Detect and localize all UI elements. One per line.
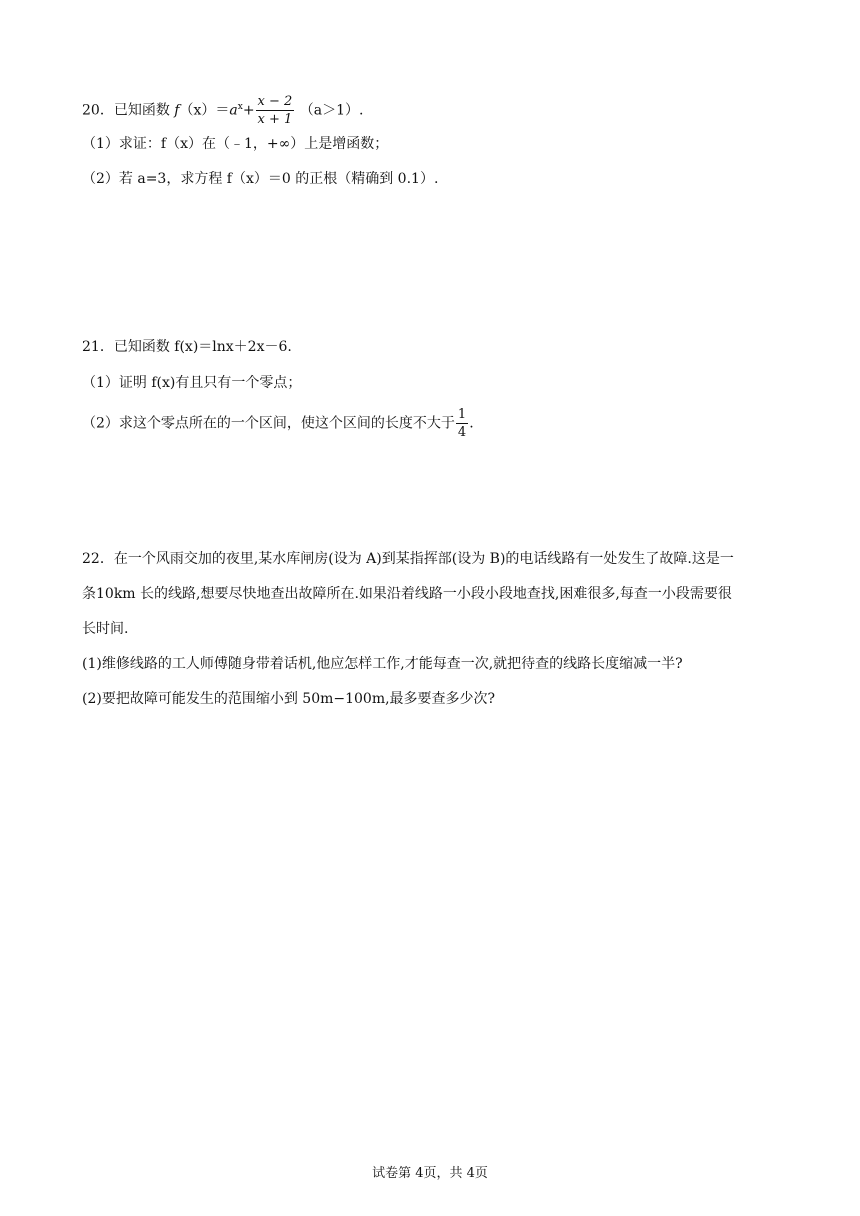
q20-fraction-numerator: x − 2 xyxy=(257,94,293,109)
q21-stem xyxy=(82,337,292,357)
q21-fraction-numerator: 1 xyxy=(457,407,467,422)
q20-condition: （a＞1）. xyxy=(299,102,364,119)
q20-plus: + xyxy=(242,102,255,119)
q21-part2-end: . xyxy=(469,415,474,432)
q22-part2: (2)要把故障可能发生的范围缩小到 50m−100m,最多要查多少次? xyxy=(82,691,496,707)
q20-intro: 已知函数 xyxy=(113,102,170,119)
q21-part2-text: （2）求这个零点所在的一个区间，使这个区间的长度不大于 xyxy=(82,415,455,432)
q20-eq: ＝ xyxy=(215,102,230,119)
q22-part1: (1)维修线路的工人师傅随身带着话机,他应怎样工作,才能每查一次,就把待查的线路长度缩减一半? xyxy=(82,656,683,672)
q22-line1: 22．在一个风雨交加的夜里,某水库闸房(设为 A)到某指挥部(设为 B)的电话线路有一处发生了故障.这是一 xyxy=(82,551,734,567)
q21-statement: 已知函数 f(x)＝lnx＋2x－6. xyxy=(113,339,292,355)
q20-f: f xyxy=(174,102,180,119)
q22-line2: 条10km 长的线路,想要尽快地查出故障所在.如果沿着线路一小段小段地查找,困难很多,每查一小段需要很 xyxy=(82,586,732,602)
q20-a: a xyxy=(229,102,238,119)
q21-fraction-denominator: 4 xyxy=(457,425,467,440)
q20-paren-x: （x） xyxy=(179,102,216,119)
q20-fraction xyxy=(256,93,295,128)
q20-stem xyxy=(82,93,363,128)
q20-part2: （2）若 a=3，求方程 f（x）＝0 的正根（精确到 0.1）. xyxy=(82,171,439,187)
q20-part1: （1）求证：f（x）在（﹣1，+∞）上是增函数； xyxy=(82,136,389,152)
q20-exponent: x xyxy=(237,101,243,112)
q21-number: 21． xyxy=(82,339,114,355)
q21-part2 xyxy=(82,406,474,441)
q20-fraction-denominator: x + 1 xyxy=(257,112,293,127)
page-footer: 试卷第 4页，共 4页 xyxy=(372,1166,488,1181)
q20-number: 20． xyxy=(82,102,114,119)
q21-part1: （1）证明 f(x)有且只有一个零点； xyxy=(82,375,302,391)
q21-fraction xyxy=(456,406,468,441)
q22-line3: 长时间. xyxy=(82,621,129,637)
